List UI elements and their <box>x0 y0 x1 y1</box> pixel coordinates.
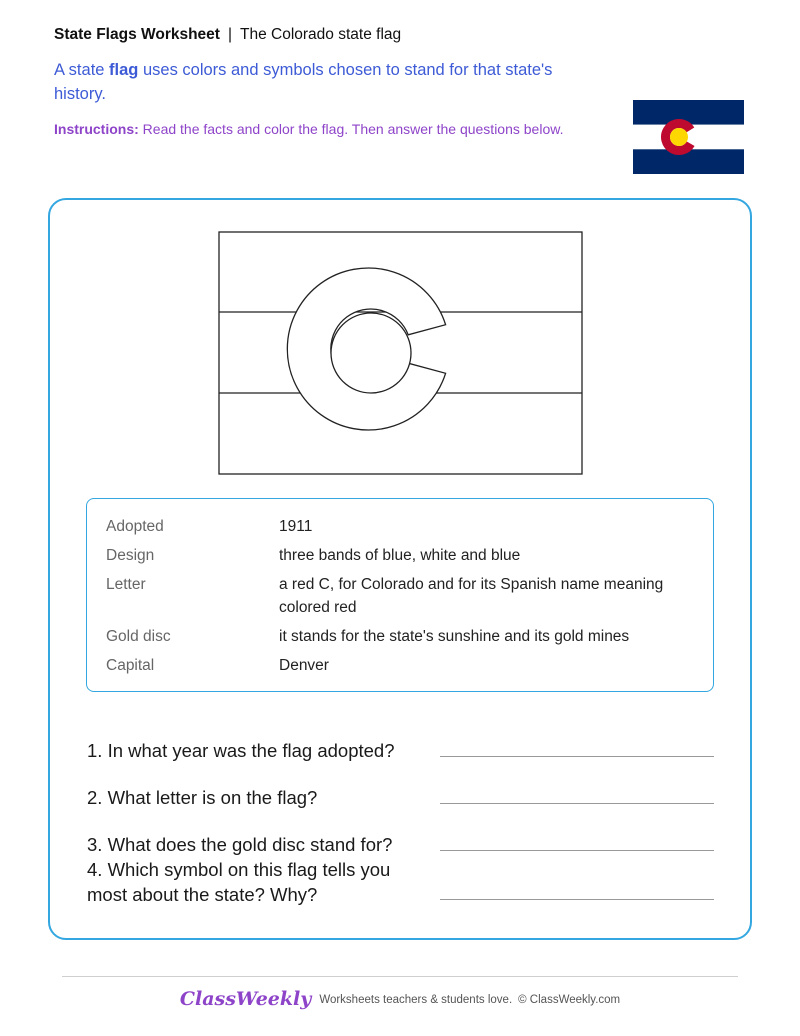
facts-box <box>86 498 714 692</box>
fact-label: Capital <box>106 657 155 674</box>
brand-logo: ClassWeekly <box>179 988 312 1010</box>
question-4: 4. Which symbol on this flag tells you most about the state? Why? <box>87 859 391 905</box>
flag-bottom-blue-band <box>633 149 744 174</box>
answer-line-3[interactable] <box>440 850 714 851</box>
worksheet-subtitle: The Colorado state flag <box>240 26 402 43</box>
answer-line-1[interactable] <box>440 756 714 757</box>
instructions-label: Instructions: <box>54 121 139 137</box>
question-3: 3. What does the gold disc stand for? <box>87 834 393 855</box>
intro-suffix: uses colors and symbols chosen to stand for that state's history. <box>54 61 553 103</box>
outline-gold-disc <box>331 313 411 393</box>
worksheet-header <box>54 26 401 44</box>
question-1: 1. In what year was the flag adopted? <box>87 740 395 761</box>
fact-value: a red C, for Colorado and for its Spanish name meaning colored red <box>279 576 664 616</box>
question-2: 2. What letter is on the flag? <box>87 787 318 808</box>
fact-value: Denver <box>279 657 329 674</box>
intro-prefix: A state <box>54 61 110 79</box>
footer-divider <box>62 976 738 977</box>
worksheet-title: State Flags Worksheet <box>54 26 220 43</box>
intro-text <box>54 58 594 106</box>
answer-line-4[interactable] <box>440 899 714 900</box>
colorado-flag-image <box>633 100 744 174</box>
answer-line-2[interactable] <box>440 803 714 804</box>
fact-label: Letter <box>106 576 146 593</box>
intro-keyword: flag <box>109 61 139 79</box>
fact-value: it stands for the state's sunshine and its gold mines <box>279 628 630 645</box>
fact-row-gold-disc <box>106 625 713 648</box>
fact-row-letter <box>106 573 713 619</box>
instructions <box>54 118 574 140</box>
fact-row-design <box>106 544 713 567</box>
coloring-flag-outline[interactable] <box>218 231 583 475</box>
fact-row-adopted <box>106 515 713 538</box>
header-separator: | <box>227 26 232 43</box>
fact-label: Gold disc <box>106 628 171 645</box>
flag-gold-disc <box>670 128 688 146</box>
fact-label: Design <box>106 547 155 564</box>
flag-top-blue-band <box>633 100 744 125</box>
footer-tagline: Worksheets teachers & students love. <box>319 994 513 1006</box>
instructions-text: Read the facts and color the flag. Then answer the questions below. <box>138 121 564 137</box>
fact-label: Adopted <box>106 518 164 535</box>
fact-value: 1911 <box>279 518 313 535</box>
fact-row-capital <box>106 654 713 677</box>
fact-value: three bands of blue, white and blue <box>279 547 521 564</box>
footer <box>0 988 800 1010</box>
footer-copyright: © ClassWeekly.com <box>518 994 621 1006</box>
